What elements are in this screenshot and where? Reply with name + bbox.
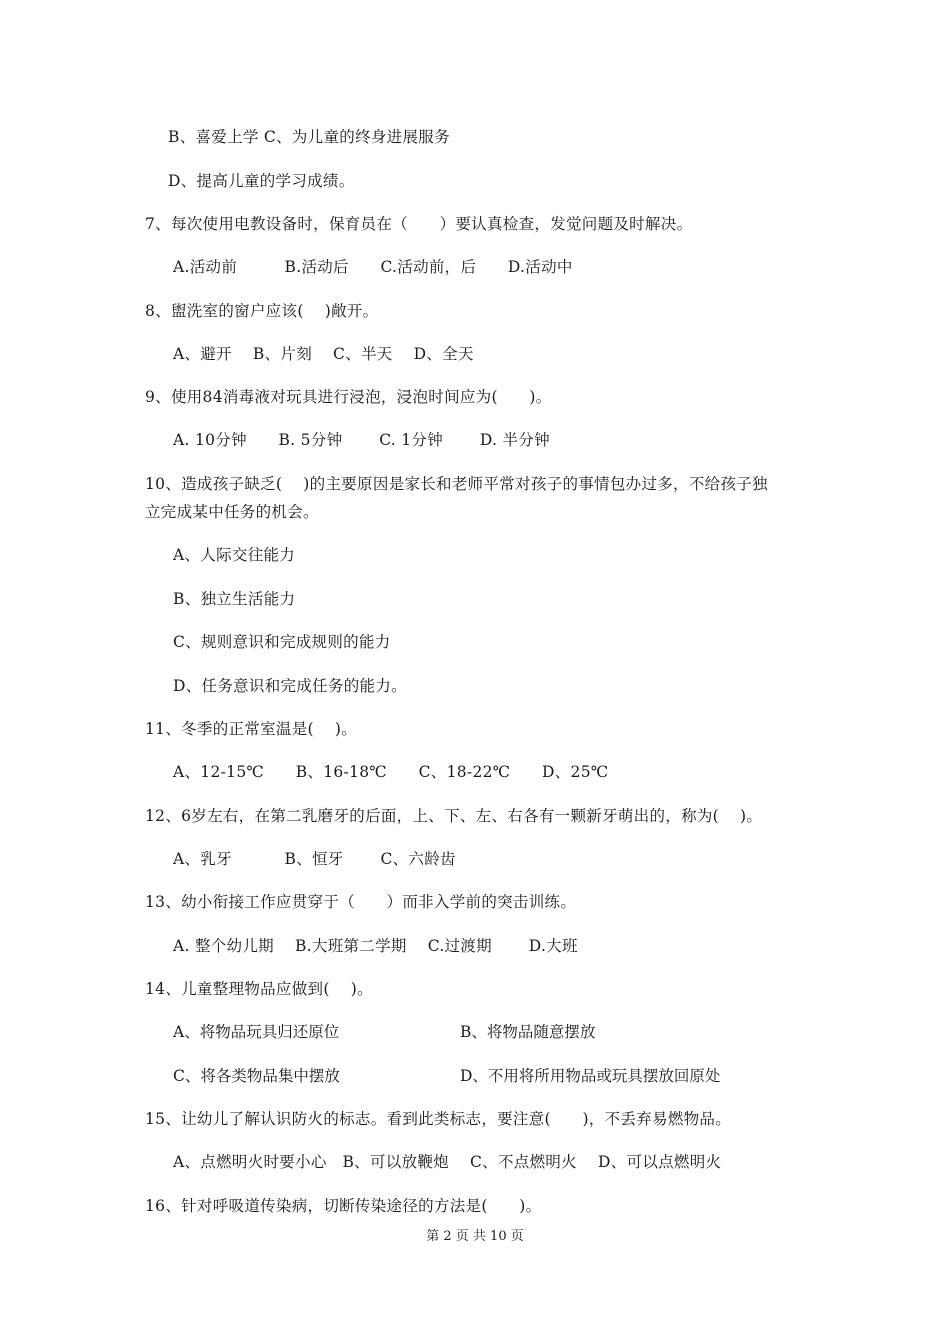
question-13: 13、幼小衔接工作应贯穿于（ ）而非入学前的突击训练。 xyxy=(145,893,577,911)
question-11: 11、冬季的正常室温是( )。 xyxy=(145,720,358,738)
question-10: 10、造成孩子缺乏( )的主要原因是家长和老师平常对孩子的事情包办过多，不给孩子独 xyxy=(145,475,768,493)
question-15-options: A、点燃明火时要小心 B、可以放鞭炮 C、不点燃明火 D、可以点燃明火 xyxy=(173,1153,722,1171)
question-10-option-b: B、独立生活能力 xyxy=(173,590,296,608)
question-11-options: A、12-15℃ B、16-18℃ C、18-22℃ D、25℃ xyxy=(173,763,609,781)
question-7-options: A.活动前 B.活动后 C.活动前，后 D.活动中 xyxy=(173,258,573,276)
question-14: 14、儿童整理物品应做到( )。 xyxy=(145,980,373,998)
question-8-options: A、避开 B、片刻 C、半天 D、全天 xyxy=(173,345,474,363)
question-12-options: A、乳牙 B、恒牙 C、六龄齿 xyxy=(173,850,456,868)
question-10-cont: 立完成某中任务的机会。 xyxy=(145,503,319,521)
question-16: 16、针对呼吸道传染病，切断传染途径的方法是( )。 xyxy=(145,1197,542,1215)
question-14-option-c: C、将各类物品集中摆放 xyxy=(173,1067,340,1085)
question-7: 7、每次使用电教设备时，保育员在（ ）要认真检查，发觉问题及时解决。 xyxy=(145,215,693,233)
question-14-option-a: A、将物品玩具归还原位 xyxy=(173,1023,340,1041)
text-line: B、喜爱上学 C、为儿童的终身进展服务 xyxy=(168,128,450,146)
text-line: D、提高儿童的学习成绩。 xyxy=(168,172,355,190)
question-14-option-b: B、将物品随意摆放 xyxy=(460,1023,596,1041)
question-13-options: A. 整个幼儿期 B.大班第二学期 C.过渡期 D.大班 xyxy=(173,937,578,955)
page-footer: 第 2 页 共 10 页 xyxy=(426,1229,524,1244)
question-10-option-a: A、人际交往能力 xyxy=(173,546,296,564)
question-12: 12、6岁左右，在第二乳磨牙的后面，上、下、左、右各有一颗新牙萌出的，称为( )。 xyxy=(145,807,763,825)
question-14-option-d: D、不用将所用物品或玩具摆放回原处 xyxy=(460,1067,721,1085)
question-10-option-d: D、任务意识和完成任务的能力。 xyxy=(173,677,407,695)
question-15: 15、让幼儿了解认识防火的标志。看到此类标志，要注意( )，不丢弃易燃物品。 xyxy=(145,1110,732,1128)
question-10-option-c: C、规则意识和完成规则的能力 xyxy=(173,633,391,651)
question-9: 9、使用84消毒液对玩具进行浸泡，浸泡时间应为( )。 xyxy=(145,388,552,406)
question-8: 8、盥洗室的窗户应该( )敞开。 xyxy=(145,302,379,320)
question-9-options: A. 10分钟 B. 5分钟 C. 1分钟 D. 半分钟 xyxy=(173,431,550,449)
